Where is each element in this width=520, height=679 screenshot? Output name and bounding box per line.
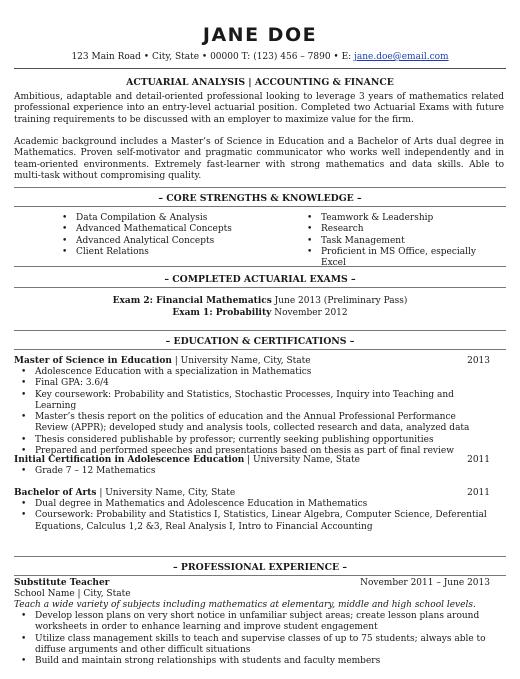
education-bullet: • Key coursework: Probability and Statistics, Stochastic Processes, Inquiry into Teaching and Learning: [21, 390, 491, 413]
school-name: | University Name, State: [247, 455, 360, 465]
job-bullet: • Build and maintain strong relationships with students and faculty members: [21, 656, 491, 667]
exam-line: [0, 296, 520, 307]
section-rule: [14, 330, 506, 331]
strength-item: • Data Compilation & Analysis: [62, 213, 232, 224]
strength-item: • Advanced Analytical Concepts: [62, 236, 232, 247]
degree-title: Initial Certification in Adolescence Education: [14, 455, 245, 465]
section-rule: [14, 556, 506, 557]
exams-heading: – COMPLETED ACTUARIAL EXAMS –: [164, 274, 356, 285]
job-employer: School Name | City, State: [14, 589, 131, 599]
job-bullets: [21, 611, 491, 667]
strengths-heading: – CORE STRENGTHS & KNOWLEDGE –: [158, 193, 362, 204]
exam-detail: June 2013 (Preliminary Pass): [274, 296, 408, 306]
job-bullet: • Develop lesson plans on very short notice in unfamiliar subject areas; create lesson plans around worksheets in order to enhance learning and improve student engagement: [21, 611, 491, 634]
zip-code: 00000: [210, 52, 239, 62]
exam-name: Exam 1: Probability: [172, 308, 272, 318]
degree-title: Bachelor of Arts: [14, 488, 97, 498]
phone-label: T:: [241, 52, 251, 62]
strengths-list-left: [62, 213, 232, 258]
candidate-name: JANE DOE: [202, 24, 318, 46]
exam-name: Exam 2: Financial Mathematics: [112, 296, 272, 306]
exam-detail: November 2012: [274, 308, 348, 318]
school-name: | University Name, City, State: [99, 488, 236, 498]
school-name: | University Name, City, State: [174, 356, 311, 366]
education-bullets: [21, 499, 491, 533]
job-dates: November 2011 – June 2013: [360, 578, 490, 588]
education-bullet: • Thesis considered publishable by professor; currently seeking publishing opportunities: [21, 435, 491, 446]
education-entry-header: [14, 455, 490, 466]
education-bullet: • Grade 7 – 12 Mathematics: [21, 466, 491, 477]
degree-title: Master of Science in Education: [14, 356, 172, 366]
education-bullet: • Adolescence Education with a specialization in Mathematics: [21, 367, 491, 378]
resume-title: ACTUARIAL ANALYSIS | ACCOUNTING & FINANCE: [126, 77, 394, 88]
education-heading: – EDUCATION & CERTIFICATIONS –: [165, 336, 355, 347]
strength-item: • Teamwork & Leadership: [307, 213, 482, 224]
job-description: [14, 600, 490, 611]
section-rule: [14, 349, 506, 350]
education-bullets: [21, 466, 491, 477]
experience-heading: – PROFESSIONAL EXPERIENCE –: [173, 562, 347, 573]
section-rule: [14, 287, 506, 288]
exam-line: [0, 308, 520, 319]
education-entry-header: [14, 356, 490, 367]
summary-paragraph-2: Academic background includes a Master’s of Science in Education and a Bachelor of Arts dual degree in Mathematics. Proven self-motivator and pragmatic communicator who works well independently and in team-oriented environments. Extremely fast-learner with strong mathematics and data skills. Able to multi-task without compromising quality.: [14, 137, 504, 181]
strength-item: • Advanced Mathematical Concepts: [62, 224, 232, 235]
education-bullet: • Final GPA: 3.6/4: [21, 378, 491, 389]
section-rule: [14, 187, 506, 188]
education-bullets: [21, 367, 491, 457]
strength-item: • Client Relations: [62, 247, 232, 258]
section-rule: [14, 575, 506, 576]
summary-paragraph-1: Ambitious, adaptable and detail-oriented professional looking to leverage 3 years of mathematics related professional experience into an entry-level actuarial position. Completed two Actuarial Exams with future training requirements to be discussed with an employer to maximize value for the firm.: [14, 92, 504, 125]
strength-item: • Proficient in MS Office, especially Excel: [307, 247, 482, 270]
address: 123 Main Road: [71, 52, 141, 62]
section-rule: [14, 266, 506, 267]
job-header: [14, 578, 490, 589]
city-state: City, State: [151, 52, 200, 62]
education-year: 2011: [467, 488, 490, 498]
section-rule: [14, 206, 506, 207]
education-year: 2011: [467, 455, 490, 465]
education-bullet: • Prepared and performed speeches and presentations based on thesis as part of final review: [21, 446, 491, 457]
strengths-list-right: [307, 213, 482, 269]
education-bullet: • Coursework: Probability and Statistics I, Statistics, Linear Algebra, Computer Science, Deferential Equations, Calculus 1,2 &3, Real Analysis I, Intro to Financial Accounting: [21, 510, 491, 533]
contact-line: 123 Main Road • City, State • 00000 T: (123) 456 – 7890 • E: jane.doe@email.com: [71, 52, 449, 62]
job-bullet: • Utilize class management skills to teach and supervise classes of up to 75 students; always able to diffuse arguments and other difficult situations: [21, 634, 491, 657]
job-description-text: Teach a wide variety of subjects including mathematics at elementary, middle and high school levels.: [14, 600, 476, 610]
education-bullet: • Dual degree in Mathematics and Adolescence Education in Mathematics: [21, 499, 491, 510]
strength-item: • Task Management: [307, 236, 482, 247]
phone: (123) 456 – 7890: [253, 52, 331, 62]
strength-item: • Research: [307, 224, 482, 235]
education-entry-header: [14, 488, 490, 499]
email-link[interactable]: jane.doe@email.com: [354, 52, 449, 62]
header-rule: [14, 68, 506, 69]
email-label: E:: [341, 52, 352, 62]
education-year: 2013: [467, 356, 490, 366]
education-bullet: • Master’s thesis report on the politics of education and the Annual Professional Performance Review (APPR); developed study and analysis tools, collected research and data, analyzed data: [21, 412, 491, 435]
job-title: Substitute Teacher: [14, 578, 110, 588]
